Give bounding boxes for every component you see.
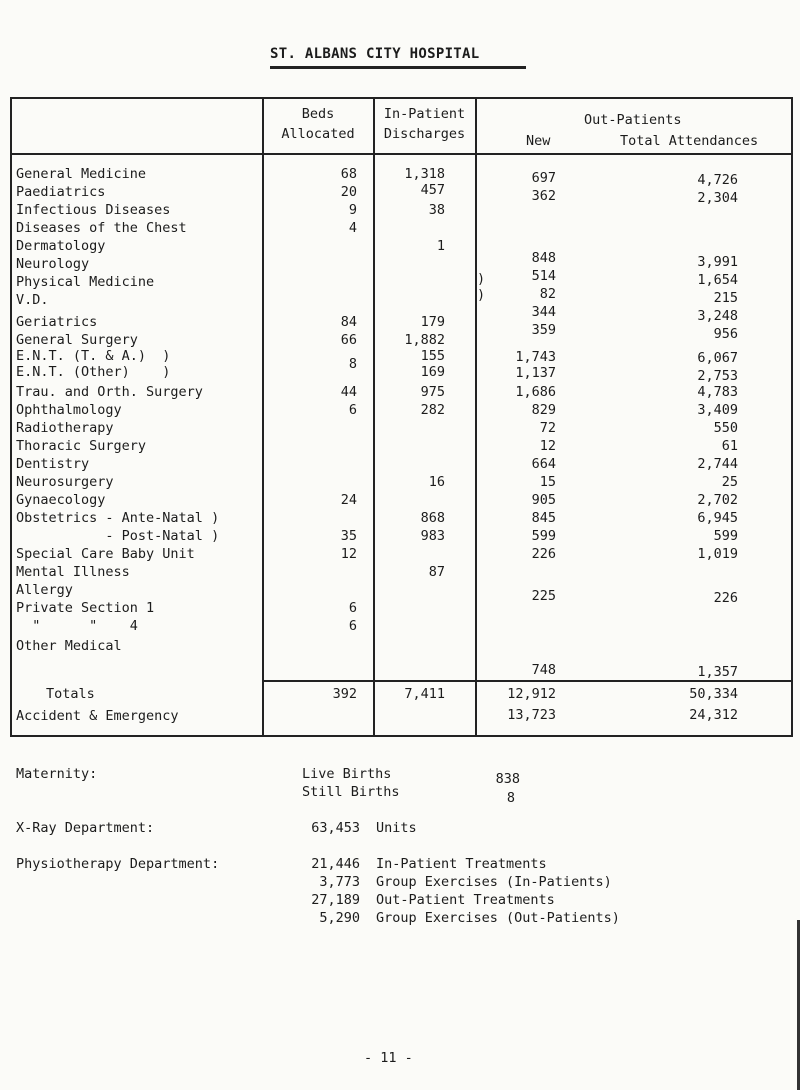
beds-cell: 9 (348, 202, 357, 218)
row-label: Dentistry (16, 456, 90, 472)
still-births-value: 8 (506, 790, 515, 806)
xray-label: X-Ray Department: (16, 820, 155, 836)
row-label: Allergy (16, 582, 73, 598)
new-cell: 1,686 (515, 384, 556, 400)
discharges-cell: 1 (436, 238, 445, 254)
total-cell: 4,783 (697, 384, 738, 400)
discharges-cell: 38 (428, 202, 445, 218)
row-label: E.N.T. (Other) ) (16, 364, 171, 380)
totals-label: Totals (46, 686, 95, 702)
total-cell: 215 (713, 290, 738, 306)
beds-cell: 66 (340, 332, 357, 348)
new-cell: 905 (531, 492, 556, 508)
header-new: New (526, 133, 551, 149)
new-cell: 848 (531, 250, 556, 266)
new-cell: 344 (531, 304, 556, 320)
row-label: General Surgery (16, 332, 138, 348)
discharges-cell: 155 (420, 348, 445, 364)
discharges-cell: 983 (420, 528, 445, 544)
total-cell: 4,726 (697, 172, 738, 188)
title-underline (270, 66, 526, 69)
physio-desc-3: Out-Patient Treatments (376, 892, 555, 908)
row-label: Thoracic Surgery (16, 438, 147, 454)
new-cell: 15 (539, 474, 556, 490)
header-inpatient-line2: Discharges (383, 126, 466, 142)
row-label: Special Care Baby Unit (16, 546, 195, 562)
row-label: Diseases of the Chest (16, 220, 187, 236)
page-title: ST. ALBANS CITY HOSPITAL (270, 46, 480, 62)
row-label: Radiotherapy (16, 420, 114, 436)
row-label: Neurosurgery (16, 474, 114, 490)
row-label: Trau. and Orth. Surgery (16, 384, 203, 400)
ent-bracket-lower: ) (477, 287, 486, 303)
row-label: Physical Medicine (16, 274, 155, 290)
row-label: Other Medical (16, 638, 122, 654)
header-beds-line2: Allocated (281, 126, 355, 142)
row-label: Obstetrics - Ante-Natal ) (16, 510, 220, 526)
total-cell: 599 (713, 528, 738, 544)
physio-desc-1: In-Patient Treatments (376, 856, 547, 872)
new-cell: 845 (531, 510, 556, 526)
totals-new: 12,912 (507, 686, 556, 702)
totals-rule (262, 680, 793, 682)
new-cell: 748 (531, 662, 556, 678)
row-label: Geriatrics (16, 314, 98, 330)
discharges-cell: 1,882 (404, 332, 445, 348)
maternity-label: Maternity: (16, 766, 98, 782)
physio-label: Physiotherapy Department: (16, 856, 220, 872)
new-cell: 664 (531, 456, 556, 472)
discharges-cell: 868 (420, 510, 445, 526)
xray-value: 63,453 (311, 820, 360, 836)
xray-units: Units (376, 820, 417, 836)
total-cell: 550 (713, 420, 738, 436)
total-cell: 2,702 (697, 492, 738, 508)
discharges-cell: 457 (420, 182, 445, 198)
new-cell: 359 (531, 322, 556, 338)
row-label: Mental Illness (16, 564, 130, 580)
new-cell: 72 (539, 420, 556, 436)
row-label: Ophthalmology (16, 402, 122, 418)
physio-value-1: 21,446 (311, 856, 360, 872)
beds-cell: 84 (340, 314, 357, 330)
new-cell: 697 (531, 170, 556, 186)
new-cell: 1,743 (515, 349, 556, 365)
total-cell: 1,654 (697, 272, 738, 288)
discharges-cell: 282 (420, 402, 445, 418)
row-label: E.N.T. (T. & A.) ) (16, 348, 171, 364)
new-cell: 599 (531, 528, 556, 544)
discharges-cell: 975 (420, 384, 445, 400)
header-outpatients: Out-Patients (584, 112, 682, 128)
row-label: - Post-Natal ) (16, 528, 220, 544)
table-bottom-border (10, 735, 793, 737)
physio-value-2: 3,773 (319, 874, 360, 890)
new-cell: 225 (531, 588, 556, 604)
live-births-value: 838 (495, 771, 520, 787)
row-label: Neurology (16, 256, 90, 272)
beds-cell: 6 (348, 618, 357, 634)
discharges-cell: 1,318 (404, 166, 445, 182)
total-cell: 25 (721, 474, 738, 490)
total-cell: 2,304 (697, 190, 738, 206)
row-label: Dermatology (16, 238, 106, 254)
discharges-cell: 87 (428, 564, 445, 580)
total-cell: 1,357 (697, 664, 738, 680)
total-cell: 226 (713, 590, 738, 606)
row-label: General Medicine (16, 166, 147, 182)
total-cell: 3,991 (697, 254, 738, 270)
physio-desc-2: Group Exercises (In-Patients) (376, 874, 612, 890)
beds-cell: 6 (348, 402, 357, 418)
beds-cell: 12 (340, 546, 357, 562)
new-cell: 82 (539, 286, 556, 302)
total-cell: 3,409 (697, 402, 738, 418)
physio-value-4: 5,290 (319, 910, 360, 926)
discharges-cell: 16 (428, 474, 445, 490)
beds-cell: 35 (340, 528, 357, 544)
row-label: Gynaecology (16, 492, 106, 508)
physio-value-3: 27,189 (311, 892, 360, 908)
table-top-border (10, 97, 793, 99)
page-number: - 11 - (364, 1050, 413, 1066)
physio-desc-4: Group Exercises (Out-Patients) (376, 910, 620, 926)
table-right-border (791, 97, 793, 737)
accident-label: Accident & Emergency (16, 708, 179, 724)
header-total-attendances: Total Attendances (620, 133, 759, 149)
beds-cell: 24 (340, 492, 357, 508)
new-cell: 362 (531, 188, 556, 204)
header-inpatient-line1: In-Patient (383, 106, 466, 122)
new-cell: 514 (531, 268, 556, 284)
total-cell: 6,945 (697, 510, 738, 526)
new-cell: 1,137 (515, 365, 556, 381)
beds-cell: 44 (340, 384, 357, 400)
still-births-label: Still Births (302, 784, 400, 800)
ent-bracket-upper: ) (477, 271, 486, 287)
discharges-cell: 179 (420, 314, 445, 330)
total-cell: 3,248 (697, 308, 738, 324)
row-label: Infectious Diseases (16, 202, 171, 218)
total-cell: 2,744 (697, 456, 738, 472)
beds-cell: 68 (340, 166, 357, 182)
total-cell: 61 (721, 438, 738, 454)
row-label: V.D. (16, 292, 49, 308)
new-cell: 226 (531, 546, 556, 562)
accident-new: 13,723 (507, 707, 556, 723)
header-beds-line1: Beds (301, 106, 335, 122)
discharges-cell: 169 (420, 364, 445, 380)
beds-cell: 8 (348, 356, 357, 372)
new-cell: 829 (531, 402, 556, 418)
table-left-border (10, 97, 12, 737)
header-rule (10, 153, 793, 155)
total-cell: 6,067 (697, 350, 738, 366)
new-cell: 12 (539, 438, 556, 454)
totals-discharges: 7,411 (404, 686, 445, 702)
live-births-label: Live Births (302, 766, 392, 782)
totals-total: 50,334 (689, 686, 738, 702)
beds-cell: 6 (348, 600, 357, 616)
row-label: Paediatrics (16, 184, 106, 200)
row-label: " " 4 (16, 618, 138, 634)
total-cell: 1,019 (697, 546, 738, 562)
totals-beds: 392 (332, 686, 357, 702)
total-cell: 956 (713, 326, 738, 342)
beds-cell: 4 (348, 220, 357, 236)
total-cell: 2,753 (697, 368, 738, 384)
beds-cell: 20 (340, 184, 357, 200)
row-label: Private Section 1 (16, 600, 155, 616)
accident-total: 24,312 (689, 707, 738, 723)
